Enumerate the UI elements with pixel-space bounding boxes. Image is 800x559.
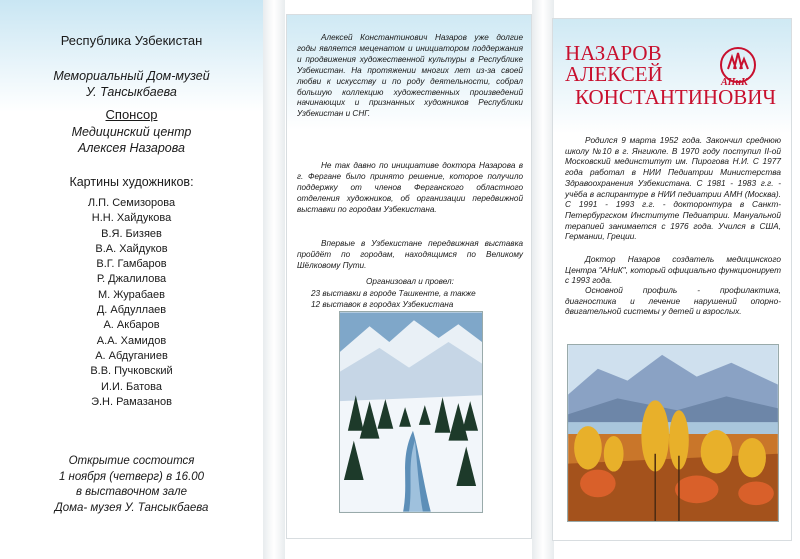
bio-paragraph: Родился 9 марта 1952 года. Закончил среднюю школу №10 в г. Янгиюле. В 1970 году поступил II-ой Московский мединститут им. Пирогова Н.И. С 1977 года работал в НИИ Педиатрии Министерства Здравоохранения Узбекистана. С 1981 - 1983 г.г. - учёба в аспирантуре в НИИ педиатрии АМН (Москва). С 1991 - 1993 г.г. - докторонтура в Санкт-Петербургском Институте Педиатрии. Мануальной терапией занимается с 1976 года. Учился в США, Германии, Греции. xyxy=(565,135,781,242)
artist-item: Н.Н. Хайдукова xyxy=(91,212,172,225)
artist-item: И.И. Батова xyxy=(101,380,162,393)
silk-road-paragraph: Впервые в Узбекистане передвижная выставка пройдёт по городам, находящимся по Великому Шёлковому Пути. xyxy=(297,239,523,270)
sponsor-name xyxy=(0,124,263,156)
right-panel xyxy=(552,18,792,541)
organized-label: Организовал и провел: xyxy=(366,277,454,286)
exhibitions-line: 12 выставок в городах Узбекистана xyxy=(311,299,454,309)
middle-panel xyxy=(286,14,532,539)
museum-title xyxy=(0,68,263,100)
exhibitions-count xyxy=(311,289,521,310)
initiative-paragraph: Не так давно по инициативе доктора Назарова в г. Фергане было принято решение, которое получило поддержку от членов Ферганского областного отделения художников, об организации передвижной выставки по городам Узбекистана. xyxy=(297,161,523,214)
artist-item: В.Г. Гамбаров xyxy=(96,258,167,271)
opening-line: Дома- музея У. Тансыкбаева xyxy=(54,501,209,514)
name-patronymic: КОНСТАНТИНОВИЧ xyxy=(575,85,777,109)
exhibitions-line: 23 выставки в городе Ташкенте, а также xyxy=(311,289,476,298)
artist-item: В.Я. Бизяев xyxy=(101,227,162,240)
intro-paragraph: Алексей Константинович Назаров уже долгие годы является меценатом и инициатором поддержания и продвижения художественной культуры в Республике Узбекистан. На протяжении многих лет из-за своей любви к искусству и по роду деятельности, собрал большую коллекцию художественных произведений начинающих и признанных художников Республики Узбекистан и СНГ. xyxy=(297,33,523,119)
sponsor-line: Алексея Назарова xyxy=(78,141,185,155)
artist-item: Р. Джалилова xyxy=(96,273,167,286)
opening-line: в выставочном зале xyxy=(75,486,187,498)
left-panel xyxy=(0,0,263,559)
artist-item: М. Журабаев xyxy=(97,288,166,301)
country-heading: Республика Узбекистан xyxy=(60,33,203,48)
artist-item: Д. Абдуллаев xyxy=(96,304,167,317)
autumn-painting xyxy=(567,344,779,522)
artist-item: Л.П. Семизорова xyxy=(87,197,176,209)
name-first: АЛЕКСЕЙ xyxy=(565,62,663,86)
artist-item: Э.Н. Рамазанов xyxy=(91,395,172,408)
sponsor-line: Медицинский центр xyxy=(71,125,192,139)
artists-list xyxy=(0,196,263,410)
artist-item: А. Абдуганиев xyxy=(95,349,168,362)
artists-title: Картины художников: xyxy=(69,175,194,189)
winter-painting xyxy=(339,311,483,513)
profile-paragraph: Основной профиль - профилактика, диагностика и лечение нарушений опорно-двигательной системы у детей и взрослых. xyxy=(565,285,781,317)
artist-item: В.В. Пучковский xyxy=(90,365,173,378)
museum-line: Мемориальный Дом-музей xyxy=(53,69,210,83)
artist-item: В.А. Хайдуков xyxy=(95,242,168,255)
artist-item: А. Акбаров xyxy=(103,319,160,332)
sponsor-label: Спонсор xyxy=(105,107,158,122)
opening-line: 1 ноября (четверг) в 16.00 xyxy=(58,470,205,483)
fold-gap-left xyxy=(263,0,285,559)
museum-line: У. Тансыкбаева xyxy=(86,85,177,99)
artist-item: А.А. Хамидов xyxy=(96,334,167,347)
opening-line: Открытие состоится xyxy=(68,455,195,467)
opening-info xyxy=(0,454,263,516)
name-surname: НАЗАРОВ xyxy=(565,41,662,65)
fold-gap-right xyxy=(532,0,554,559)
logo-text: АНиК xyxy=(721,77,748,88)
center-paragraph: Доктор Назаров создатель медицинского Центра "АНиК", который официально функционирует с 1993 года. xyxy=(565,254,781,286)
